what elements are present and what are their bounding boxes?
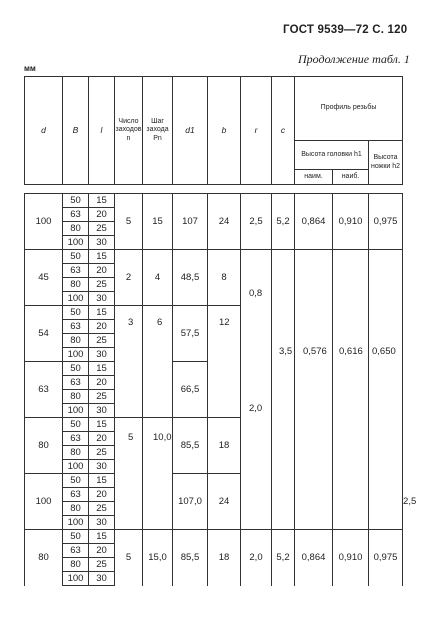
cell-h2: 0,975 xyxy=(369,194,403,250)
cell-b: 18 xyxy=(208,418,241,474)
cell-l: 15 xyxy=(89,306,115,320)
cell-l: 15 xyxy=(89,362,115,376)
cell-n-shared-3: 3 xyxy=(128,317,134,328)
cell-B: 50 xyxy=(63,530,89,544)
cell-B: 80 xyxy=(63,222,89,236)
cell-h2 xyxy=(369,250,403,530)
cell-d: 80 xyxy=(25,418,63,474)
cell-l: 20 xyxy=(89,432,115,446)
cell-l: 30 xyxy=(89,572,115,586)
cell-l: 30 xyxy=(89,292,115,306)
col-header-h1: Высота головки h1 xyxy=(295,141,369,170)
cell-B: 100 xyxy=(63,572,89,586)
cell-l: 15 xyxy=(89,474,115,488)
cell-r-shared-0-8: 0,8 xyxy=(249,288,263,299)
cell-l: 30 xyxy=(89,516,115,530)
cell-B: 50 xyxy=(63,194,89,208)
cell-l: 25 xyxy=(89,502,115,516)
cell-B: 63 xyxy=(63,488,89,502)
cell-r: 2,5 xyxy=(241,194,272,250)
cell-l: 25 xyxy=(89,558,115,572)
cell-n: 5 xyxy=(115,194,143,250)
cell-b-shared-12: 12 xyxy=(219,317,230,328)
cell-c xyxy=(272,250,295,530)
cell-l: 25 xyxy=(89,278,115,292)
cell-h1-min: 0,864 xyxy=(295,530,333,586)
table-row xyxy=(25,530,403,544)
cell-r xyxy=(241,250,272,530)
cell-h1-max-shared: 0,616 xyxy=(339,346,363,357)
page-header-standard: ГОСТ 9539—72 С. 120 xyxy=(283,24,408,36)
cell-d1: 57,5 xyxy=(173,306,208,362)
cell-d: 100 xyxy=(25,474,63,530)
dimensions-table xyxy=(24,76,417,586)
cell-B: 100 xyxy=(63,236,89,250)
cell-B: 80 xyxy=(63,446,89,460)
cell-B: 50 xyxy=(63,362,89,376)
cell-pitch xyxy=(143,306,173,418)
cell-B: 100 xyxy=(63,292,89,306)
cell-l: 30 xyxy=(89,348,115,362)
cell-h1-min: 0,864 xyxy=(295,194,333,250)
unit-label: мм xyxy=(24,64,36,73)
col-header-h2: Высота ножки h2 xyxy=(369,141,403,185)
col-header-h1-min: наим. xyxy=(295,170,333,185)
cell-d: 54 xyxy=(25,306,63,362)
cell-B: 100 xyxy=(63,348,89,362)
dimensions-table-wrap xyxy=(24,76,417,584)
cell-n xyxy=(115,306,143,418)
cell-B: 100 xyxy=(63,460,89,474)
cell-B: 80 xyxy=(63,278,89,292)
cell-l: 15 xyxy=(89,194,115,208)
col-header-c: c xyxy=(272,77,295,185)
cell-pitch: 15 xyxy=(143,194,173,250)
table-row: 100 50 15 107,0 24 2,5 xyxy=(25,474,403,488)
cell-d1: 66,5 xyxy=(173,362,208,418)
cell-b: 8 xyxy=(208,250,241,306)
cell-c: 5,2 xyxy=(272,194,295,250)
cell-d1: 85,5 xyxy=(173,530,208,586)
cell-d1: 107 xyxy=(173,194,208,250)
cell-l: 15 xyxy=(89,418,115,432)
cell-B: 100 xyxy=(63,404,89,418)
cell-l: 25 xyxy=(89,446,115,460)
cell-d1: 85,5 xyxy=(173,418,208,474)
cell-d1: 48,5 xyxy=(173,250,208,306)
cell-n xyxy=(115,418,143,530)
cell-b: 24 xyxy=(208,194,241,250)
cell-h1-max: 0,910 xyxy=(333,530,369,586)
cell-l: 30 xyxy=(89,236,115,250)
col-header-r: r xyxy=(241,77,272,185)
cell-d: 63 xyxy=(25,362,63,418)
cell-l: 20 xyxy=(89,320,115,334)
cell-pitch: 4 xyxy=(143,250,173,306)
cell-l: 30 xyxy=(89,460,115,474)
cell-l: 25 xyxy=(89,222,115,236)
cell-B: 63 xyxy=(63,432,89,446)
col-header-starts: Число заходов n xyxy=(115,77,143,185)
cell-h1-min-shared: 0,576 xyxy=(303,346,327,357)
cell-l: 20 xyxy=(89,488,115,502)
cell-B: 63 xyxy=(63,376,89,390)
cell-h1-max xyxy=(333,250,369,530)
cell-l: 30 xyxy=(89,404,115,418)
cell-l: 20 xyxy=(89,544,115,558)
cell-n: 5 xyxy=(115,530,143,586)
cell-B: 63 xyxy=(63,544,89,558)
cell-l: 20 xyxy=(89,376,115,390)
col-header-h1-max: наиб. xyxy=(333,170,369,185)
cell-B: 63 xyxy=(63,264,89,278)
col-header-l: l xyxy=(89,77,115,185)
col-header-b: b xyxy=(208,77,241,185)
cell-n-shared-5: 5 xyxy=(128,432,134,443)
cell-b: 24 xyxy=(208,474,241,530)
cell-B: 80 xyxy=(63,502,89,516)
table-row xyxy=(25,194,403,208)
cell-B: 50 xyxy=(63,250,89,264)
cell-l: 15 xyxy=(89,250,115,264)
cell-pitch: 15,0 xyxy=(143,530,173,586)
cell-d: 45 xyxy=(25,250,63,306)
cell-B: 80 xyxy=(63,390,89,404)
cell-h1-min xyxy=(295,250,333,530)
cell-B: 63 xyxy=(63,320,89,334)
cell-l: 25 xyxy=(89,390,115,404)
cell-n: 2 xyxy=(115,250,143,306)
cell-d: 100 xyxy=(25,194,63,250)
cell-b: 18 xyxy=(208,530,241,586)
cell-B: 100 xyxy=(63,516,89,530)
cell-r: 2,0 xyxy=(241,530,272,586)
col-header-d1: d1 xyxy=(173,77,208,185)
cell-pitch xyxy=(143,418,173,530)
cell-b xyxy=(208,306,241,418)
cell-c-shared-3-5: 3,5 xyxy=(279,346,293,357)
cell-r-shared-2-0: 2,0 xyxy=(249,403,263,414)
cell-B: 80 xyxy=(63,558,89,572)
cell-B: 50 xyxy=(63,474,89,488)
cell-l: 25 xyxy=(89,334,115,348)
cell-l: 15 xyxy=(89,530,115,544)
cell-B: 63 xyxy=(63,208,89,222)
cell-l: 20 xyxy=(89,264,115,278)
table-continuation-caption: Продолжение табл. 1 xyxy=(298,52,410,66)
cell-h2-shared: 0,650 xyxy=(372,346,396,357)
cell-d1: 107,0 xyxy=(173,474,208,530)
cell-d: 80 xyxy=(25,530,63,586)
col-header-d: d xyxy=(25,77,63,185)
table-row xyxy=(25,250,403,264)
col-header-profile: Профиль резьбы xyxy=(295,77,403,141)
col-header-B: B xyxy=(63,77,89,185)
col-header-pitch: Шаг захода Pn xyxy=(143,77,173,185)
cell-h1-max: 0,910 xyxy=(333,194,369,250)
cell-pitch-shared-10: 10,0 xyxy=(153,432,172,443)
cell-B: 50 xyxy=(63,418,89,432)
cell-B: 50 xyxy=(63,306,89,320)
cell-pitch-shared-6: 6 xyxy=(157,317,163,328)
cell-B: 80 xyxy=(63,334,89,348)
cell-h2: 0,975 xyxy=(369,530,403,586)
cell-l: 20 xyxy=(89,208,115,222)
cell-c: 5,2 xyxy=(272,530,295,586)
